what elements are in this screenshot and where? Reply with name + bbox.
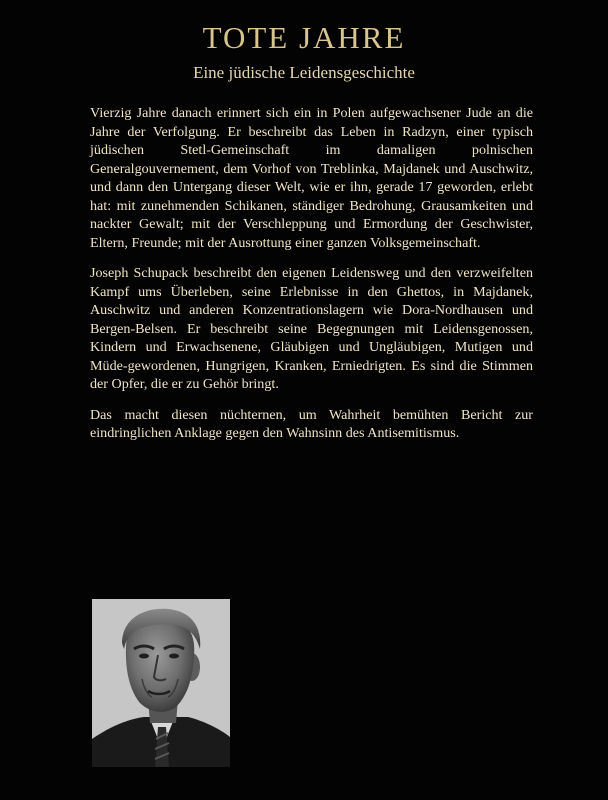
blurb-paragraph-2: Joseph Schupack beschreibt den eigenen Leidensweg und den verzweifelten Kampf ums Überleben, seine Erlebnisse in den Ghettos, in Majdanek, Auschwitz und anderen Konzentrationslagern wie Dora-Nordhausen und Bergen-Belsen. Er beschreibt seine Begegnungen mit Leidensgenossen, Kindern und Erwachsenene, Gläubigen und Ungläubigen, Mutigen und Müde-gewordenen, Hungrigen, Kranken, Erniedrigten. Es sind die Stimmen der Opfer, die er zu Gehör bringt. xyxy=(90,265,533,392)
author-portrait xyxy=(92,599,230,767)
blurb-paragraph-1: Vierzig Jahre danach erinnert sich ein in Polen aufgewachsener Jude an die Jahre der Verfolgung. Er beschreibt das Leben in Radzyn, einer typisch jüdischen Stetl-Gemeinschaft im damaligen polnischen Generalgouvernement, dem Vorhof von Treblinka, Majdanek und Auschwitz, und dann den Untergang dieser Welt, wie er ihn, gerade 17 geworden, erlebt hat: mit zunehmenden Schikanen, ständiger Bedrohung, Grausamkeiten und nackter Gewalt; mit der Verschleppung und Ermordung der Geschwister, Eltern, Freunde; mit der Ausrottung einer ganzen Volksgemeinschaft. xyxy=(90,105,533,251)
blurb xyxy=(90,104,533,455)
author-portrait-drawing xyxy=(92,599,230,767)
book-subtitle: Eine jüdische Leidensgeschichte xyxy=(193,63,415,82)
blurb-paragraph-3: Das macht diesen nüchternen, um Wahrheit bemühten Bericht zur eindringlichen Anklage gegen den Wahnsinn des Antisemitismus. xyxy=(90,406,533,441)
book-title: TOTE JAHRE xyxy=(202,20,406,55)
